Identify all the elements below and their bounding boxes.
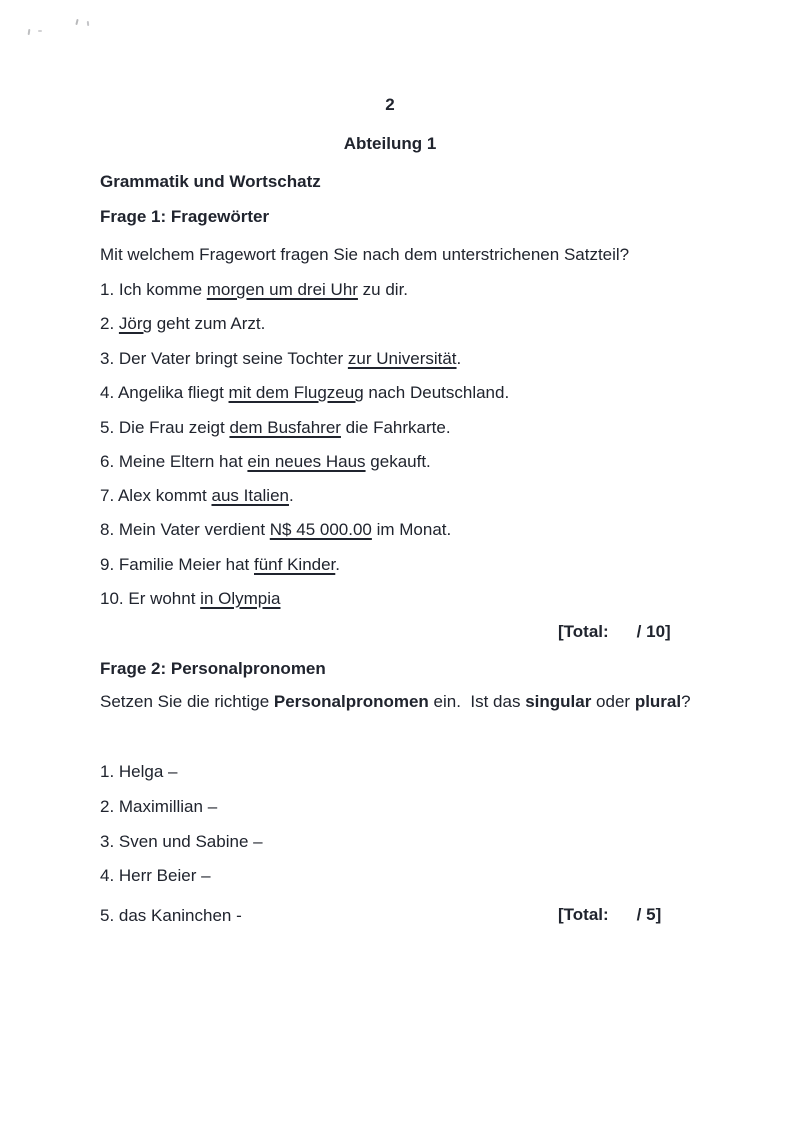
item-text: 6. Meine Eltern hat	[100, 452, 248, 471]
item-text: .	[456, 349, 462, 368]
item-text: .	[288, 486, 294, 505]
page-number: 2	[385, 95, 395, 114]
scan-speck	[87, 21, 90, 26]
item-text: .	[335, 555, 341, 574]
frage1-item-5	[100, 418, 451, 438]
item-text: 8. Mein Vater verdient	[100, 520, 270, 539]
item-text: 4. Angelika fliegt	[100, 383, 229, 402]
frage1-item-10	[100, 589, 280, 609]
scan-speck	[28, 29, 31, 35]
underlined-phrase: Jörg	[118, 314, 152, 333]
underlined-phrase: fünf Kinder	[254, 555, 336, 574]
item-text: nach Deutschland.	[363, 383, 510, 402]
scan-speck	[38, 30, 42, 32]
item-text: die Fahrkarte.	[340, 418, 451, 437]
frage2-item-3: 3. Sven und Sabine –	[100, 832, 263, 851]
frage1-item-2	[100, 314, 265, 334]
total-score: / 10]	[636, 622, 671, 641]
item-text: 9. Familie Meier hat	[100, 555, 254, 574]
underlined-phrase: mit dem Flugzeug	[228, 383, 364, 402]
instruction-text: Setzen Sie die richtige	[100, 692, 274, 711]
item-text: zu dir.	[357, 280, 409, 299]
item-text: 5. Die Frau zeigt	[100, 418, 230, 437]
frage1-item-1	[100, 280, 408, 300]
item-text: 10. Er wohnt	[100, 589, 201, 608]
instruction-bold: plural	[634, 692, 682, 711]
scan-speck	[75, 19, 78, 25]
frage2-item-2: 2. Maximillian –	[100, 797, 218, 816]
frage1-item-7	[100, 486, 294, 506]
instruction-bold: singular	[525, 692, 592, 711]
section-heading: Abteilung 1	[343, 134, 437, 153]
item-text: 1. Ich komme	[100, 280, 207, 299]
underlined-phrase: zur Universität	[347, 349, 457, 368]
frage2-item-5: 5. das Kaninchen -	[100, 906, 242, 925]
item-text: 7. Alex kommt	[100, 486, 212, 505]
underlined-phrase: aus Italien	[211, 486, 289, 505]
instruction-bold: Personalpronomen	[273, 692, 429, 711]
frage1-instruction: Mit welchem Fragewort fragen Sie nach dem unterstrichenen Satzteil?	[100, 245, 630, 264]
frage1-item-8	[100, 520, 451, 540]
frage1-item-4	[100, 383, 509, 403]
frage1-item-6	[100, 452, 431, 472]
total-label: [Total:	[558, 622, 609, 641]
item-text: geht zum Arzt.	[151, 314, 266, 333]
underlined-phrase: morgen um drei Uhr	[206, 280, 358, 299]
total-score: / 5]	[636, 905, 662, 924]
frage1-item-3	[100, 349, 461, 369]
frage1-heading: Frage 1: Fragewörter	[100, 207, 270, 226]
frage1-item-9	[100, 555, 340, 575]
underlined-phrase: in Olympia	[200, 589, 281, 608]
frage1-total	[558, 622, 671, 642]
frage2-item-4: 4. Herr Beier –	[100, 866, 211, 885]
instruction-text: oder	[591, 692, 635, 711]
underlined-phrase: N$ 45 000.00	[269, 520, 372, 539]
subject-heading: Grammatik und Wortschatz	[100, 172, 321, 191]
item-text: im Monat.	[371, 520, 452, 539]
frage2-item-1: 1. Helga –	[100, 762, 178, 781]
total-label: [Total:	[558, 905, 609, 924]
underlined-phrase: dem Busfahrer	[229, 418, 341, 437]
item-text: 2.	[100, 314, 119, 333]
item-text: gekauft.	[365, 452, 431, 471]
instruction-text: ein. Ist das	[428, 692, 526, 711]
frage2-instruction	[100, 692, 691, 712]
instruction-text: ?	[681, 692, 691, 711]
frage2-total	[558, 905, 661, 925]
item-text: 3. Der Vater bringt seine Tochter	[100, 349, 348, 368]
underlined-phrase: ein neues Haus	[247, 452, 366, 471]
frage2-heading: Frage 2: Personalpronomen	[100, 659, 326, 678]
